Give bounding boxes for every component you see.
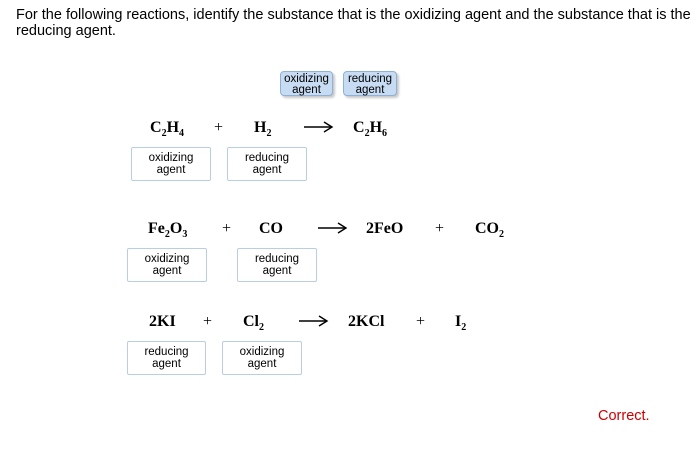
bank-tile-oxidizing-agent[interactable] [280, 71, 333, 96]
plus-sign: + [222, 220, 232, 237]
plus-sign: + [203, 313, 213, 330]
drop-line1: reducing [254, 253, 300, 265]
drop-line1: reducing [144, 346, 189, 358]
reaction-1-product-1: $C_2H_6$ [353, 119, 388, 139]
reaction-3-product-1: 2KCl [348, 313, 385, 330]
drop-line1: oxidizing [239, 346, 285, 358]
plus-sign: + [435, 220, 445, 237]
reaction-2-drop-zone-1[interactable] [127, 248, 207, 282]
tile-line1: oxidizing [284, 73, 329, 85]
drop-line2: agent [247, 357, 277, 370]
tile-line2: agent [355, 84, 385, 96]
reaction-3-reactant-1: 2KI [149, 313, 176, 330]
reaction-2-drop-zone-2[interactable] [237, 248, 317, 282]
drop-line1: reducing [244, 152, 290, 164]
reaction-1-reactant-1: $C_2H_4$ [150, 119, 185, 139]
drop-line1: oxidizing [144, 253, 190, 265]
tile-line1: reducing [347, 73, 393, 85]
feedback-status: Correct. [598, 408, 650, 424]
question-prompt: For the following reactions, identify the substance that is the oxidizing agent and the substance that is the reducing agent. [16, 7, 691, 39]
tile-line2: agent [292, 84, 321, 96]
reaction-2-product-1: 2FeO [366, 220, 404, 237]
drop-line2: agent [152, 357, 181, 370]
reaction-3-product-2: $I_2$ [455, 313, 467, 333]
reaction-arrow-icon [318, 222, 348, 234]
reaction-2-product-2: $CO_2$ [475, 220, 504, 240]
reaction-2-reactant-1: $Fe_2O_3$ [148, 220, 188, 240]
reaction-3-drop-zone-1[interactable] [127, 341, 206, 375]
reaction-1-drop-zone-2[interactable] [227, 147, 307, 181]
drop-line2: agent [262, 264, 292, 277]
plus-sign: + [214, 119, 224, 136]
bank-tile-reducing-agent[interactable] [343, 71, 397, 96]
drop-line2: agent [252, 163, 282, 176]
drop-line1: oxidizing [148, 152, 194, 164]
reaction-1-reactant-2: $H_2$ [254, 119, 272, 139]
reaction-2-reactant-2: CO [259, 220, 283, 237]
reaction-3-drop-zone-2[interactable] [222, 341, 302, 375]
drop-line2: agent [152, 264, 182, 277]
reaction-1-drop-zone-1[interactable] [131, 147, 211, 181]
drop-line2: agent [156, 163, 186, 176]
reaction-3-reactant-2: $Cl_2$ [243, 313, 264, 333]
reaction-arrow-icon [299, 315, 329, 327]
reaction-arrow-icon [304, 121, 334, 133]
plus-sign: + [416, 313, 426, 330]
